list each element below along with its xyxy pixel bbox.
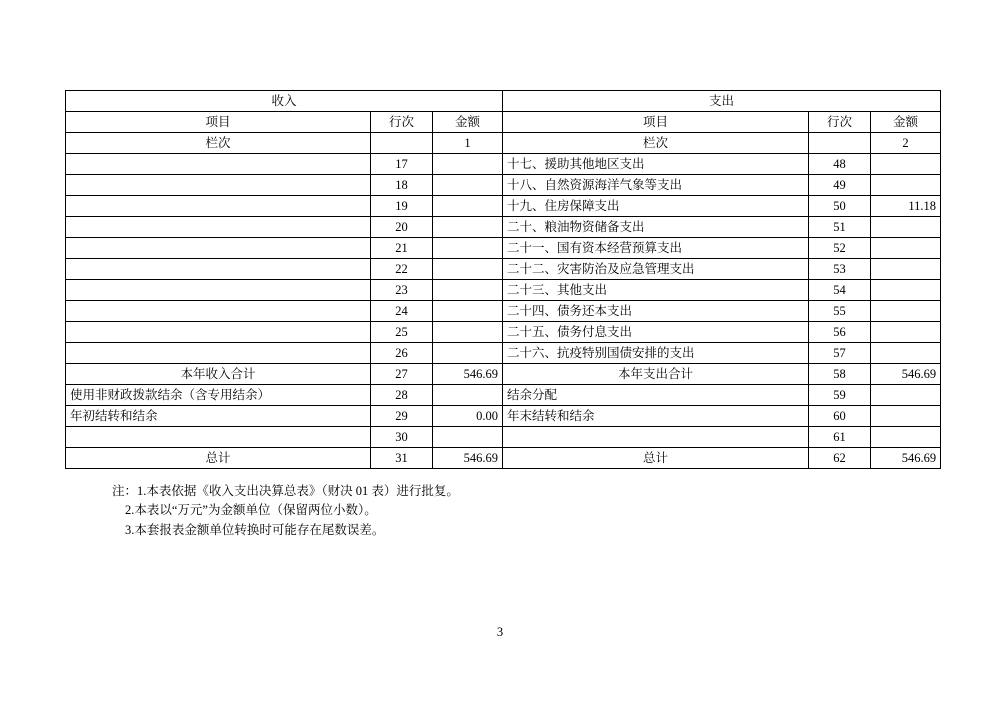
cell-income-item bbox=[66, 217, 371, 238]
cell-income-item bbox=[66, 154, 371, 175]
cell-income-line: 31 bbox=[371, 448, 433, 469]
cell-expense-item: 十七、援助其他地区支出 bbox=[503, 154, 809, 175]
cell-income-line: 29 bbox=[371, 406, 433, 427]
cell-expense-item: 总计 bbox=[503, 448, 809, 469]
cell-expense-item: 十八、自然资源海洋气象等支出 bbox=[503, 175, 809, 196]
table-row bbox=[66, 259, 941, 280]
column-header-income-line: 行次 bbox=[371, 112, 433, 133]
cell-expense-line: 56 bbox=[809, 322, 871, 343]
column-header-expense-amount: 金额 bbox=[871, 112, 941, 133]
cell-income-amount bbox=[433, 196, 503, 217]
cell-expense-amount bbox=[871, 259, 941, 280]
cell-income-item bbox=[66, 343, 371, 364]
cell-income-item: 使用非财政拨款结余（含专用结余） bbox=[66, 385, 371, 406]
page-number: 3 bbox=[496, 625, 504, 639]
cell-income-amount: 0.00 bbox=[433, 406, 503, 427]
cell-income-amount bbox=[433, 343, 503, 364]
cell-income-line: 19 bbox=[371, 196, 433, 217]
group-header-row bbox=[66, 91, 941, 112]
table-row bbox=[66, 343, 941, 364]
cell-income-item bbox=[66, 280, 371, 301]
cell-expense-item: 二十三、其他支出 bbox=[503, 280, 809, 301]
cell-income-line: 20 bbox=[371, 217, 433, 238]
cell-expense-line: 59 bbox=[809, 385, 871, 406]
cell-expense-line: 57 bbox=[809, 343, 871, 364]
cell-income-amount: 546.69 bbox=[433, 448, 503, 469]
table-row bbox=[66, 301, 941, 322]
cell-expense-amount bbox=[871, 427, 941, 448]
cell-income-line: 30 bbox=[371, 427, 433, 448]
cell-expense-item: 年末结转和结余 bbox=[503, 406, 809, 427]
cell-expense-amount: 546.69 bbox=[871, 448, 941, 469]
cell-income-amount bbox=[433, 301, 503, 322]
note-line-2: 2.本表以“万元”为金额单位（保留两位小数）。 bbox=[125, 503, 377, 518]
cell-expense-item: 二十、粮油物资储备支出 bbox=[503, 217, 809, 238]
cell-expense-line: 52 bbox=[809, 238, 871, 259]
cell-expense-item: 二十五、债务付息支出 bbox=[503, 322, 809, 343]
cell-income-line: 25 bbox=[371, 322, 433, 343]
cell-expense-line: 55 bbox=[809, 301, 871, 322]
cell-income-item: 总计 bbox=[66, 448, 371, 469]
table-row bbox=[66, 406, 941, 427]
group-header-income: 收入 bbox=[66, 91, 503, 112]
cell-expense-amount: 11.18 bbox=[871, 196, 941, 217]
cell-income-item bbox=[66, 322, 371, 343]
cell-income-line: 24 bbox=[371, 301, 433, 322]
note-line-3: 3.本套报表金额单位转换时可能存在尾数误差。 bbox=[125, 522, 385, 537]
column-index-income-number: 1 bbox=[433, 133, 503, 154]
cell-income-amount bbox=[433, 322, 503, 343]
cell-income-item bbox=[66, 238, 371, 259]
cell-expense-line: 54 bbox=[809, 280, 871, 301]
table-row bbox=[66, 196, 941, 217]
cell-income-item bbox=[66, 301, 371, 322]
cell-expense-amount: 546.69 bbox=[871, 364, 941, 385]
column-header-row bbox=[66, 112, 941, 133]
column-index-expense-number: 2 bbox=[871, 133, 941, 154]
cell-income-item bbox=[66, 196, 371, 217]
column-index-expense-line bbox=[809, 133, 871, 154]
cell-income-amount bbox=[433, 217, 503, 238]
cell-income-line: 22 bbox=[371, 259, 433, 280]
cell-income-item bbox=[66, 259, 371, 280]
cell-expense-line: 48 bbox=[809, 154, 871, 175]
cell-expense-amount bbox=[871, 406, 941, 427]
cell-expense-line: 58 bbox=[809, 364, 871, 385]
table-row bbox=[66, 385, 941, 406]
cell-income-item bbox=[66, 427, 371, 448]
table-row bbox=[66, 364, 941, 385]
cell-expense-item bbox=[503, 427, 809, 448]
cell-income-line: 23 bbox=[371, 280, 433, 301]
note-line-1: 注：1.本表依据《收入支出决算总表》（财决 01 表）进行批复。 bbox=[112, 484, 459, 498]
cell-expense-item: 十九、住房保障支出 bbox=[503, 196, 809, 217]
cell-income-amount bbox=[433, 259, 503, 280]
table-row bbox=[66, 175, 941, 196]
cell-expense-amount bbox=[871, 154, 941, 175]
cell-income-line: 21 bbox=[371, 238, 433, 259]
cell-expense-line: 51 bbox=[809, 217, 871, 238]
income-expense-final-accounts-table bbox=[65, 90, 941, 469]
table-row bbox=[66, 280, 941, 301]
cell-expense-amount bbox=[871, 322, 941, 343]
column-header-expense-line: 行次 bbox=[809, 112, 871, 133]
table-row bbox=[66, 238, 941, 259]
table-body bbox=[66, 91, 941, 469]
group-header-expense: 支出 bbox=[503, 91, 941, 112]
table-row bbox=[66, 427, 941, 448]
cell-expense-line: 62 bbox=[809, 448, 871, 469]
cell-income-amount bbox=[433, 238, 503, 259]
table-row bbox=[66, 217, 941, 238]
cell-expense-item: 二十六、抗疫特别国债安排的支出 bbox=[503, 343, 809, 364]
cell-expense-line: 50 bbox=[809, 196, 871, 217]
column-header-income-item: 项目 bbox=[66, 112, 371, 133]
cell-income-line: 26 bbox=[371, 343, 433, 364]
cell-income-line: 18 bbox=[371, 175, 433, 196]
table-row bbox=[66, 448, 941, 469]
cell-expense-amount bbox=[871, 385, 941, 406]
cell-income-amount bbox=[433, 154, 503, 175]
cell-expense-amount bbox=[871, 280, 941, 301]
cell-income-amount bbox=[433, 385, 503, 406]
cell-income-item: 年初结转和结余 bbox=[66, 406, 371, 427]
column-index-income-line bbox=[371, 133, 433, 154]
cell-expense-amount bbox=[871, 343, 941, 364]
cell-expense-item: 二十一、国有资本经营预算支出 bbox=[503, 238, 809, 259]
table-notes bbox=[112, 482, 459, 540]
cell-expense-line: 60 bbox=[809, 406, 871, 427]
cell-income-amount bbox=[433, 280, 503, 301]
cell-expense-amount bbox=[871, 217, 941, 238]
column-index-expense-label: 栏次 bbox=[503, 133, 809, 154]
cell-income-amount bbox=[433, 427, 503, 448]
cell-income-line: 27 bbox=[371, 364, 433, 385]
cell-income-amount bbox=[433, 175, 503, 196]
cell-expense-item: 结余分配 bbox=[503, 385, 809, 406]
cell-income-item: 本年收入合计 bbox=[66, 364, 371, 385]
cell-expense-item: 本年支出合计 bbox=[503, 364, 809, 385]
cell-expense-amount bbox=[871, 301, 941, 322]
cell-expense-amount bbox=[871, 175, 941, 196]
cell-income-line: 17 bbox=[371, 154, 433, 175]
cell-expense-line: 61 bbox=[809, 427, 871, 448]
cell-expense-line: 49 bbox=[809, 175, 871, 196]
table-row bbox=[66, 154, 941, 175]
cell-income-line: 28 bbox=[371, 385, 433, 406]
column-index-row bbox=[66, 133, 941, 154]
cell-expense-item: 二十四、债务还本支出 bbox=[503, 301, 809, 322]
column-header-income-amount: 金额 bbox=[433, 112, 503, 133]
cell-income-amount: 546.69 bbox=[433, 364, 503, 385]
cell-expense-amount bbox=[871, 238, 941, 259]
cell-income-item bbox=[66, 175, 371, 196]
table-row bbox=[66, 322, 941, 343]
cell-expense-line: 53 bbox=[809, 259, 871, 280]
cell-expense-item: 二十二、灾害防治及应急管理支出 bbox=[503, 259, 809, 280]
column-header-expense-item: 项目 bbox=[503, 112, 809, 133]
column-index-income-label: 栏次 bbox=[66, 133, 371, 154]
